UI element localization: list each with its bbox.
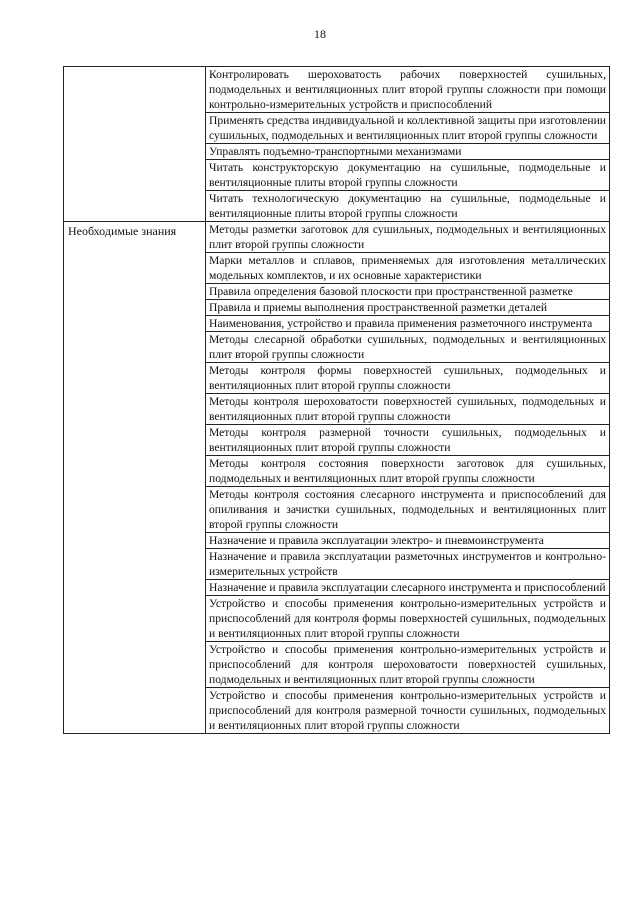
- skills-row: [64, 67, 610, 222]
- knowledge-item: Наименования, устройство и правила применения разметочного инструмента: [206, 316, 609, 332]
- skill-item: Применять средства индивидуальной и коллективной защиты при изготовлении сушильных, подмодельных и вентиляционных плит второй группы сложности: [206, 113, 609, 144]
- knowledge-item: Назначение и правила эксплуатации электро- и пневмоинструмента: [206, 533, 609, 549]
- skill-item: Читать технологическую документацию на сушильные, подмодельные и вентиляционные плиты второй группы сложности: [209, 192, 606, 220]
- skills-cell: [206, 67, 610, 222]
- knowledge-row: [64, 222, 610, 734]
- skill-item: Читать конструкторскую документацию на сушильные, подмодельные и вентиляционные плиты второй группы сложности: [206, 160, 609, 191]
- knowledge-item: Правила определения базовой плоскости при пространственной разметке: [206, 284, 609, 300]
- knowledge-item: Устройство и способы применения контрольно-измерительных устройств и приспособлений для контроля формы поверхностей сушильных, подмодельных и вентиляционных плит второй группы сложности: [206, 596, 609, 642]
- knowledge-item: Устройство и способы применения контрольно-измерительных устройств и приспособлений для контроля шероховатости поверхностей сушильных, подмодельных и вентиляционных плит второй группы сложности: [206, 642, 609, 688]
- knowledge-item: Методы контроля состояния слесарного инструмента и приспособлений для опиливания и зачистки сушильных, подмодельных и вентиляционных плит второй группы сложности: [206, 487, 609, 533]
- knowledge-item: Методы контроля состояния поверхности заготовок для сушильных, подмодельных и вентиляционных плит второй группы сложности: [206, 456, 609, 487]
- knowledge-label: Необходимые знания: [68, 224, 177, 238]
- knowledge-cell: [206, 222, 610, 734]
- knowledge-item: Методы контроля размерной точности сушильных, подмодельных и вентиляционных плит второй группы сложности: [206, 425, 609, 456]
- knowledge-item: Марки металлов и сплавов, применяемых для изготовления металлических модельных комплектов, и их основные характеристики: [206, 253, 609, 284]
- knowledge-item: Назначение и правила эксплуатации разметочных инструментов и контрольно-измерительных устройств: [206, 549, 609, 580]
- knowledge-item: Устройство и способы применения контрольно-измерительных устройств и приспособлений для контроля размерной точности сушильных, подмодельных и вентиляционных плит второй группы сложности: [209, 689, 606, 732]
- page-number: 18: [314, 27, 326, 41]
- knowledge-item: Методы контроля формы поверхностей сушильных, подмодельных и вентиляционных плит второй группы сложности: [206, 363, 609, 394]
- requirements-table: [63, 66, 610, 734]
- knowledge-item: Методы слесарной обработки сушильных, подмодельных и вентиляционных плит второй группы сложности: [206, 332, 609, 363]
- knowledge-item: Назначение и правила эксплуатации слесарного инструмента и приспособлений: [206, 580, 609, 596]
- skill-item: Контролировать шероховатость рабочих поверхностей сушильных, подмодельных и вентиляционных плит второй группы сложности при помощи контрольно-измерительных устройств и приспособлений: [206, 67, 609, 113]
- knowledge-item: Методы разметки заготовок для сушильных, подмодельных и вентиляционных плит второй группы сложности: [206, 222, 609, 253]
- knowledge-item: Методы контроля шероховатости поверхностей сушильных, подмодельных и вентиляционных плит второй группы сложности: [206, 394, 609, 425]
- skills-label-cell: [64, 67, 206, 222]
- knowledge-item: Правила и приемы выполнения пространственной разметки деталей: [206, 300, 609, 316]
- skill-item: Управлять подъемно-транспортными механизмами: [206, 144, 609, 160]
- knowledge-label-cell: [64, 222, 206, 734]
